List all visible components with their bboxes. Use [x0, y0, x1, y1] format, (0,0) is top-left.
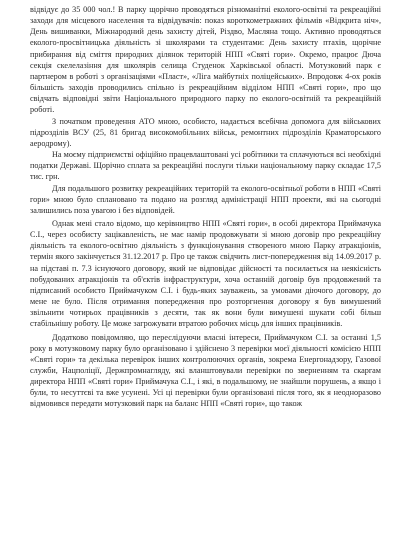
paragraph-contract-termination: Однак мені стало відомо, що керівництво НПП «Святі гори», в особі директора Приймачука С.І., через особисту зацікавленість, не має намір продовжувати зі мною договір про рекреаційну діяльність та еколого-освітню діяльність з функціонування створеного мною Парку атракціонів, термін якого закінчується 31.12.2017 р. Про це також свідчить лист-попередження від 14.09.2017 р. на підставі п. 7.3 існуючого договору, який не відповідає дійсності та посилається на неякісність побудованих атракціонів та об'єктів інфраструктури, хоча останній договір був продовжений та підписаний особисто Приймачуком С.І. і будь-яких зауважень, за умовами діючого договору, до мене не було. Після отримання попередження про розторгнення договору я був вимушений звільнити чотирьох працівників з десяти, так як вони були вимушені шукати собі більш стабільнішу роботу. Це може загрожувати втратою робочих місць для інших працівників. [30, 218, 381, 329]
paragraph-projects: Для подальшого розвитку рекреаційних територій та еколого-освітньої роботи в НПП «Святі гори» мною було сплановано та подано на розгляд адміністрації НПП проекти, які на сьогодні залишились поза увагою і без відповідей. [30, 183, 381, 215]
paragraph-ato-support: З початком проведення АТО мною, особисто, надається всебічна допомога для військових підрозділів ВСУ (25, 81 бригад високомобільних військ, ремонтних підрозділів Краматорського аеродрому). [30, 116, 381, 148]
paragraph-inspections: Додатково повідомляю, що переслідуючи власні інтереси, Приймачуком С.І. за останні 1,5 року в мотузковому парку було організовано і здійснено 3 перевірки моєї діяльності комісією НПП «Святі гори» та декілька перевірок інших контролюючих органів, зокрема Енергонадзору, Газової служби, Нацполіції, Держпромнагляду, які вланштовували перевірки по зверненням та скаргам директора НПП «Святі гори» Приймачука С.І., і які, в подальшому, не знайшли порушень, а якщо і були, то несуттєві та вже усунені. Усі ці перевірки були організовані після того, як я неодноразово відмовився передати мотузковий парк на баланс НПП «Святі гори», що також [30, 332, 381, 409]
paragraph-activities: відвідує до 35 000 чол.! В парку щорічно проводяться різноманітні еколого-освітні та рекреаційні заходи для місцевого населення та відвідувачів: показ короткометражних фільмів «Відкрита ніч», День вишиванки, Міжнародний день захисту дітей, Різдво, Масляна тощо. Активно проводяться еколого-просвітницька діяльність зі школярами та студентами: День захисту птахів, щорічне прибирання від сміття природних ділянок територій НПП «Святі гори». Окремо, працює Дюча секція скелелазіння для школярів селища Студенок Харківської області. Мотузковий парк є партнером в роботі з організаціями «Пласт», «Ліга майбутніх поліцейських». Впродовж 4-ох років більшість заходів проводились спільно із рекреаційним відділом НПП «Святі гори», про що свідчать відповідні звіти Національного природного парку по еколого-освітній та рекреаційній роботі. [30, 5, 381, 115]
paragraph-employment-taxes: На моєму підприємстві офіційно працевлаштовані усі робітники та сплачуються всі необхідні податки Державі. Щорічно сплата за рекреаційні послуги тільки національному парку складає 17,5 тис. грн. [30, 150, 381, 182]
